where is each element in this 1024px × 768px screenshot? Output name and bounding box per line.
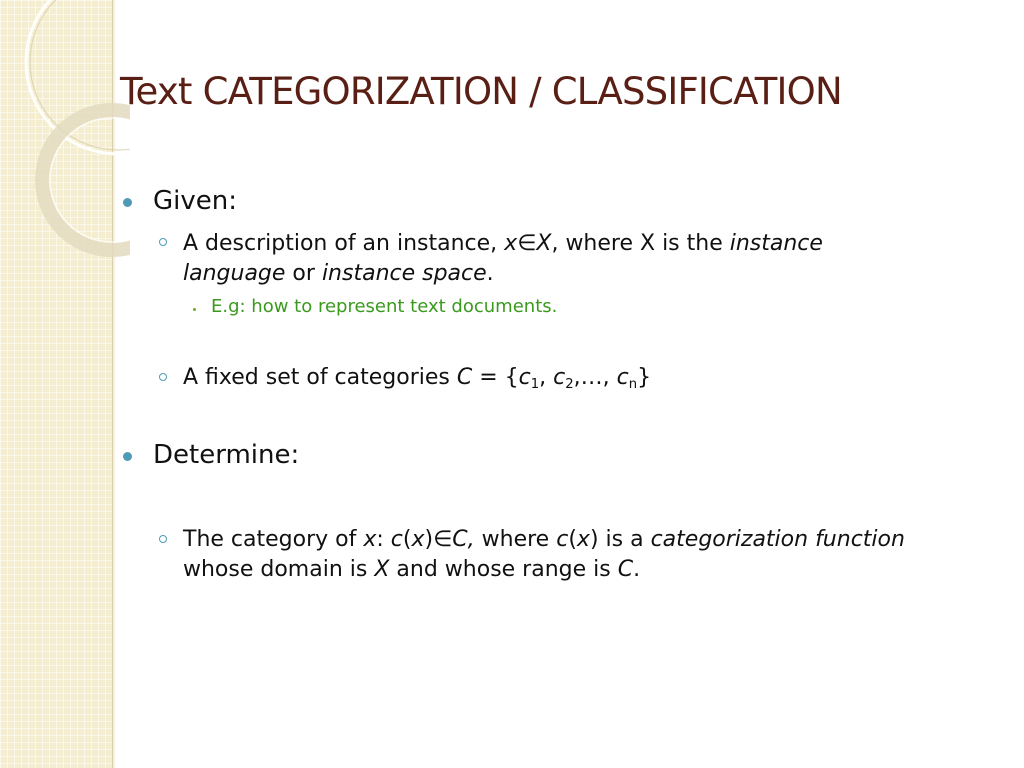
given-item-categories: A fixed set of categories $C = \{c_1$, $c_2,\dots$, $c_n$} xyxy=(183,365,652,392)
decorative-circles xyxy=(0,0,130,260)
sub-bullet-icon xyxy=(159,535,167,543)
bullet-icon xyxy=(123,452,132,461)
given-label: Given: xyxy=(153,186,237,216)
sub-bullet-icon xyxy=(159,373,167,381)
determine-item-category: The category of x: c(x)∈C, where c(x) is a categorization function whose domain is X and whose range is C. xyxy=(183,527,905,582)
bullet-icon xyxy=(123,198,132,207)
sub-bullet-icon xyxy=(159,238,167,246)
determine-label: Determine: xyxy=(153,440,300,470)
slide-title: Text CATEGORIZATION / CLASSIFICATION xyxy=(120,70,842,113)
given-item-instance: A description of an instance, x∈X, where X is the instance language or instance space. xyxy=(183,231,823,286)
given-example: E.g: how to represent text documents. xyxy=(211,296,558,317)
sub-sub-bullet-icon xyxy=(193,308,196,311)
